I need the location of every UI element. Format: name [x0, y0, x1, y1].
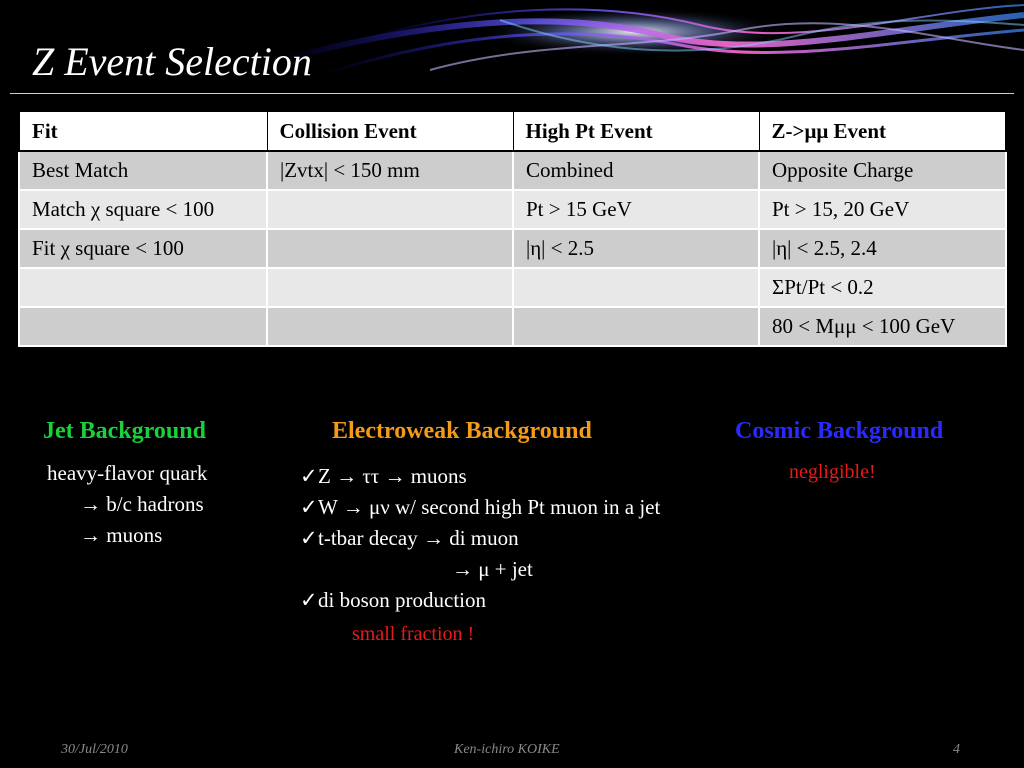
- table-cell: [513, 268, 759, 307]
- table-row: [19, 229, 1006, 268]
- table-cell: Opposite Charge: [759, 151, 1006, 190]
- slide-title: Z Event Selection: [32, 39, 312, 84]
- electroweak-item-text: di boson production: [318, 588, 486, 612]
- footer-author: Ken-ichiro KOIKE: [454, 742, 560, 757]
- table-cell: Fit χ square < 100: [19, 229, 267, 268]
- table-cell: |Zvtx| < 150 mm: [267, 151, 513, 190]
- electroweak-item-text: W → μν w/ second high Pt muon in a jet: [318, 495, 661, 519]
- electroweak-item: [300, 588, 486, 613]
- table-cell: [267, 190, 513, 229]
- table-cell: [267, 229, 513, 268]
- table-cell: Combined: [513, 151, 759, 190]
- table-cell: |η| < 2.5: [513, 229, 759, 268]
- electroweak-item-text: Z → ττ → muons: [318, 464, 467, 488]
- check-icon: ✓: [300, 495, 318, 519]
- table-header-row: [19, 111, 1006, 151]
- table-cell: [267, 268, 513, 307]
- table-cell: [513, 307, 759, 346]
- selection-table: [18, 110, 1007, 347]
- decorative-swirl-graphic: [280, 0, 1024, 95]
- table-header-cell: Z->μμ Event: [759, 111, 1006, 151]
- electroweak-item: [300, 464, 467, 489]
- table-row: [19, 151, 1006, 190]
- electroweak-item: [300, 495, 660, 520]
- table-cell: [19, 307, 267, 346]
- check-icon: ✓: [300, 588, 318, 612]
- electroweak-note: small fraction !: [352, 623, 475, 645]
- title-divider: [10, 93, 1014, 94]
- table-row: [19, 307, 1006, 346]
- table-header-cell: Collision Event: [267, 111, 513, 151]
- jet-background-heading: Jet Background: [43, 418, 206, 444]
- footer-date: 30/Jul/2010: [61, 742, 128, 757]
- table-cell: [19, 268, 267, 307]
- table-cell: Pt > 15 GeV: [513, 190, 759, 229]
- table-row: [19, 268, 1006, 307]
- jet-background-line: heavy-flavor quark: [47, 461, 208, 485]
- table-cell: |η| < 2.5, 2.4: [759, 229, 1006, 268]
- electroweak-item: [300, 526, 519, 551]
- check-icon: ✓: [300, 526, 318, 550]
- table-cell: Pt > 15, 20 GeV: [759, 190, 1006, 229]
- footer-page-number: 4: [953, 742, 960, 757]
- table-cell: Best Match: [19, 151, 267, 190]
- table-cell: Match χ square < 100: [19, 190, 267, 229]
- electroweak-item-text: t-tbar decay → di muon: [318, 526, 519, 550]
- jet-background-line: → b/c hadrons: [80, 492, 204, 516]
- check-icon: ✓: [300, 464, 318, 488]
- electroweak-continuation: → μ + jet: [452, 557, 533, 581]
- electroweak-background-heading: Electroweak Background: [332, 418, 592, 444]
- table-header-cell: High Pt Event: [513, 111, 759, 151]
- cosmic-background-heading: Cosmic Background: [735, 418, 944, 444]
- jet-background-line: → muons: [80, 523, 163, 547]
- table-cell: [267, 307, 513, 346]
- table-row: [19, 190, 1006, 229]
- table-header-cell: Fit: [19, 111, 267, 151]
- table-cell: ΣPt/Pt < 0.2: [759, 268, 1006, 307]
- table-cell: 80 < Mμμ < 100 GeV: [759, 307, 1006, 346]
- cosmic-note: negligible!: [789, 461, 876, 483]
